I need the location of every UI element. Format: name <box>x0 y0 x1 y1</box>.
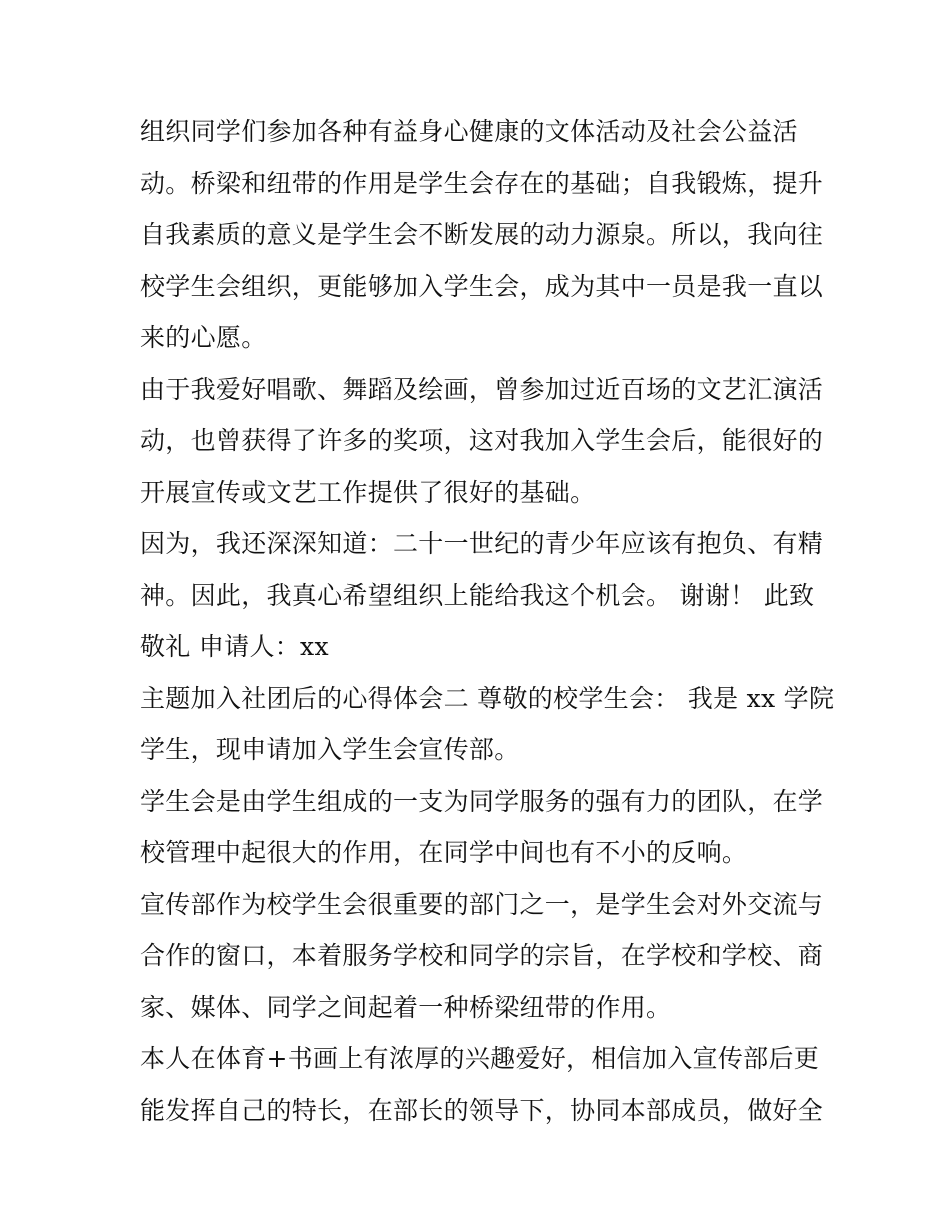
text-line: 动。桥梁和纽带的作用是学生会存在的基础；自我锻炼，提升 <box>140 168 824 198</box>
text-line: 校管理中起很大的作用，在同学中间也有不小的反响。 <box>140 838 748 867</box>
text-line: 神。因此，我真心希望组织上能给我这个机会。 谢谢！ 此致 <box>140 580 815 610</box>
text-line: 校学生会组织，更能够加入学生会，成为其中一员是我一直以 <box>140 271 824 301</box>
text-line: 家、媒体、同学之间起着一种桥梁纽带的作用。 <box>140 992 672 1022</box>
text-line: 敬礼 申请人：xx <box>140 632 329 661</box>
text-line: 学生，现申请加入学生会宣传部。 <box>140 735 520 764</box>
text-line: 来的心愿。 <box>140 323 267 352</box>
text-line: 合作的窗口，本着服务学校和同学的宗旨，在学校和学校、商 <box>140 941 824 970</box>
document-body <box>140 106 835 1136</box>
text-line: 能发挥自己的特长，在部长的领导下，协同本部成员，做好全 <box>140 1095 824 1125</box>
text-line: 本人在体育+书画上有浓厚的兴趣爱好，相信加入宣传部后更 <box>140 1044 820 1073</box>
text-line: 开展宣传或文艺工作提供了很好的基础。 <box>140 477 596 507</box>
text-line: 学生会是由学生组成的一支为同学服务的强有力的团队，在学 <box>140 786 824 816</box>
text-line: 组织同学们参加各种有益身心健康的文体活动及社会公益活 <box>140 117 798 146</box>
text-line: 宣传部作为校学生会很重要的部门之一，是学生会对外交流与 <box>140 889 824 919</box>
text-line: 因为，我还深深知道：二十一世纪的青少年应该有抱负、有精 <box>140 529 824 558</box>
text-line: 自我素质的意义是学生会不断发展的动力源泉。所以，我向往 <box>140 220 824 249</box>
text-line: 主题加入社团后的心得体会二 尊敬的校学生会： 我是 xx 学院 <box>140 683 835 713</box>
text-line: 由于我爱好唱歌、舞蹈及绘画，曾参加过近百场的文艺汇演活 <box>140 374 824 404</box>
text-line: 动，也曾获得了许多的奖项，这对我加入学生会后，能很好的 <box>140 426 824 455</box>
